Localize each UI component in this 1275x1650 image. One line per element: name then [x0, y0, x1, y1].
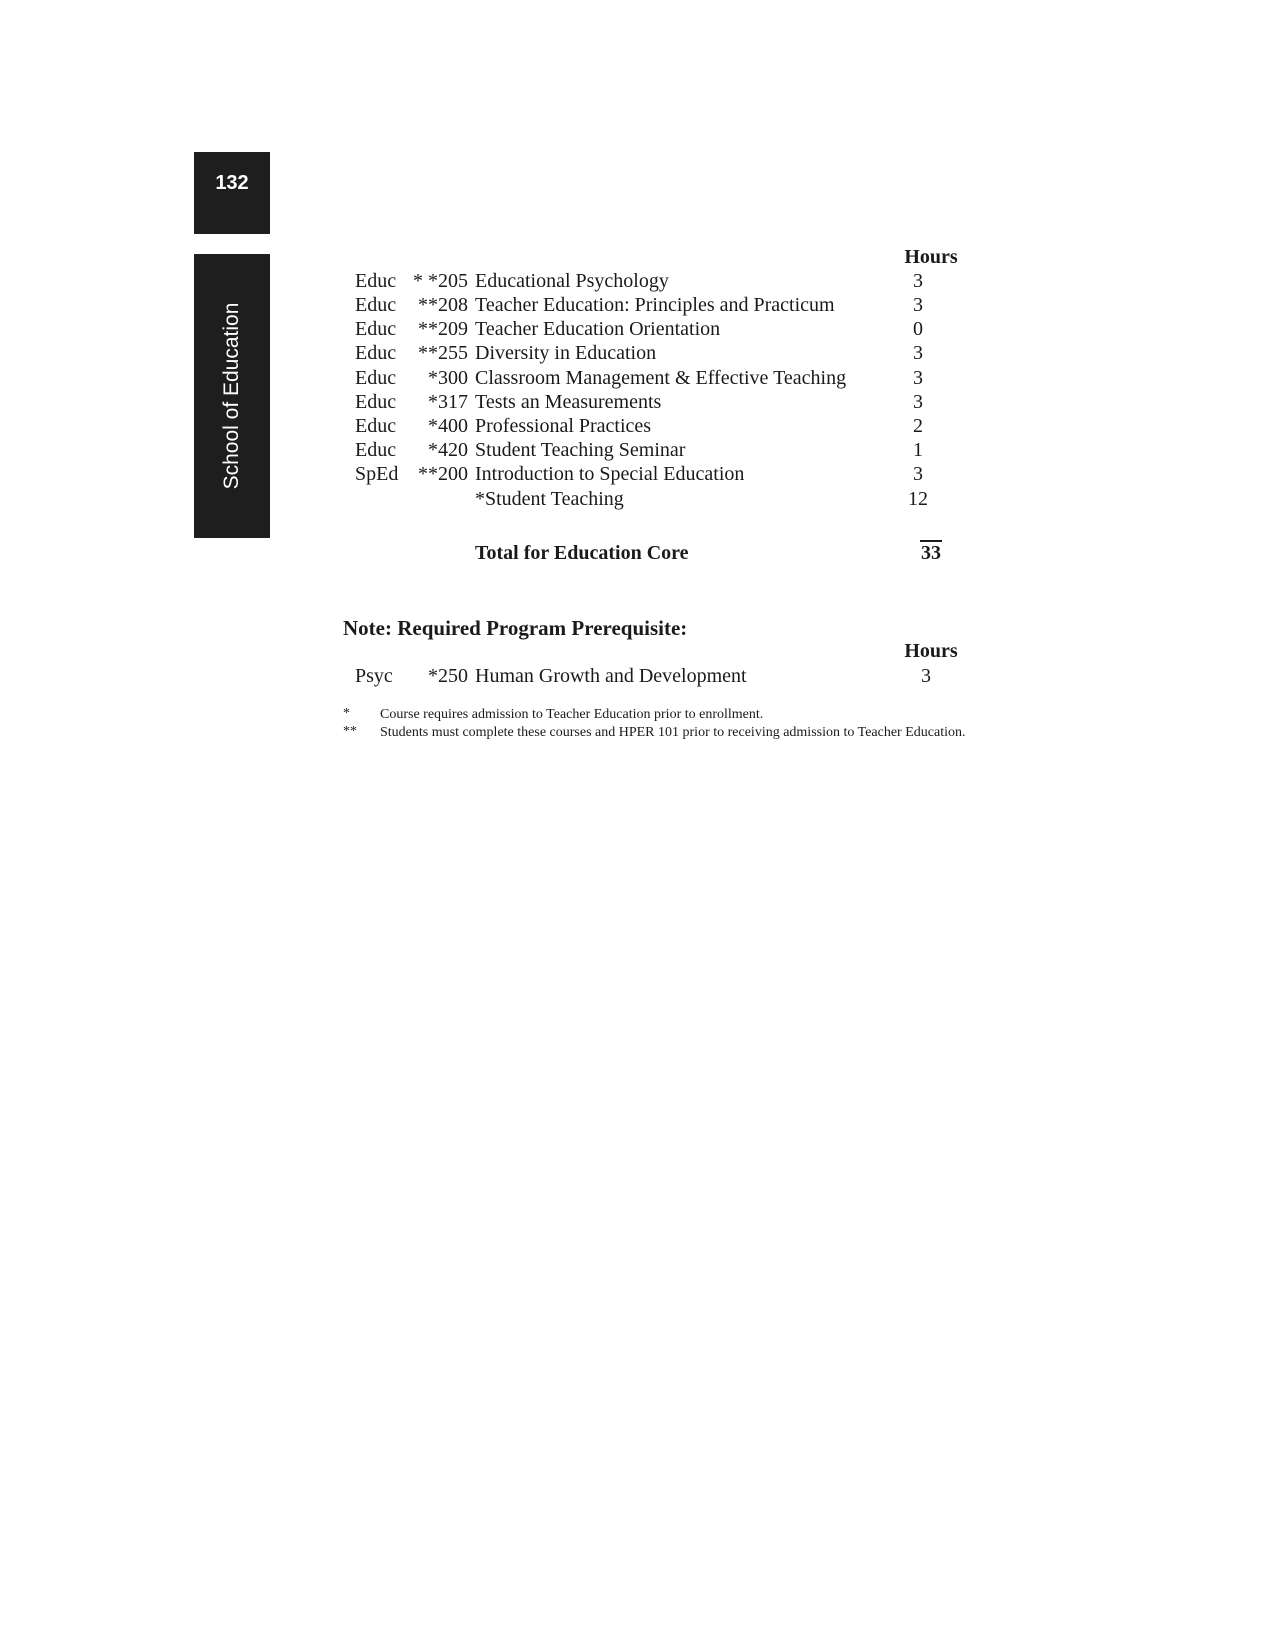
course-dept: Educ [355, 270, 397, 292]
course-title: Student Teaching Seminar [475, 439, 686, 461]
course-number: **208 [418, 294, 468, 316]
course-title: Educational Psychology [475, 270, 669, 292]
hours-column-header: Hours [904, 246, 958, 268]
course-row [0, 488, 1275, 512]
course-number: **255 [418, 342, 468, 364]
course-row [0, 342, 1275, 366]
course-row [0, 318, 1275, 342]
course-number: *420 [428, 439, 468, 461]
course-row [0, 367, 1275, 391]
course-title: Teacher Education: Principles and Practicum [475, 294, 835, 316]
course-hours: 12 [908, 488, 928, 510]
course-hours: 3 [913, 294, 923, 316]
section-title: School of Education [220, 302, 243, 490]
course-title: Diversity in Education [475, 342, 657, 364]
course-hours: 3 [913, 463, 923, 485]
page-number: 132 [215, 172, 249, 194]
footnote-mark: * [343, 706, 350, 721]
total-label: Total for Education Core [475, 542, 689, 564]
course-title: Tests an Measurements [475, 391, 662, 413]
footnote-text: Students must complete these courses and HPER 101 prior to receiving admission to Teacher Education. [380, 725, 966, 740]
course-dept: SpEd [355, 463, 399, 485]
course-hours: 3 [921, 665, 931, 687]
course-number: *250 [428, 665, 468, 687]
prerequisite-hours-header: Hours [904, 640, 958, 662]
course-hours: 3 [913, 391, 923, 413]
course-row [0, 270, 1275, 294]
course-title: Classroom Management & Effective Teaching [475, 367, 847, 389]
course-dept: Psyc [355, 665, 393, 687]
course-row [0, 463, 1275, 487]
course-hours: 3 [913, 270, 923, 292]
course-number: *317 [428, 391, 468, 413]
course-number: * *205 [413, 270, 468, 292]
course-title: *Student Teaching [475, 488, 624, 510]
course-hours: 0 [913, 318, 923, 340]
course-number: *300 [428, 367, 468, 389]
course-hours: 3 [913, 342, 923, 364]
course-dept: Educ [355, 439, 397, 461]
course-dept: Educ [355, 415, 397, 437]
course-title: Human Growth and Development [475, 665, 747, 687]
course-row [0, 391, 1275, 415]
total-hours: 33 [921, 542, 941, 564]
prerequisite-row [0, 665, 1275, 689]
course-dept: Educ [355, 294, 397, 316]
course-title: Teacher Education Orientation [475, 318, 721, 340]
course-title: Professional Practices [475, 415, 652, 437]
page-number-tab [194, 152, 270, 234]
course-number: **200 [418, 463, 468, 485]
footnote-mark: ** [343, 724, 357, 739]
course-dept: Educ [355, 342, 397, 364]
course-hours: 3 [913, 367, 923, 389]
prerequisite-heading: Note: Required Program Prerequisite: [343, 616, 688, 640]
course-hours: 2 [913, 415, 923, 437]
course-hours: 1 [913, 439, 923, 461]
course-number: **209 [418, 318, 468, 340]
course-dept: Educ [355, 391, 397, 413]
footnote-text: Course requires admission to Teacher Education prior to enrollment. [380, 707, 764, 722]
course-dept: Educ [355, 367, 397, 389]
course-row [0, 439, 1275, 463]
course-dept: Educ [355, 318, 397, 340]
course-row [0, 415, 1275, 439]
course-number: *400 [428, 415, 468, 437]
course-row [0, 294, 1275, 318]
course-title: Introduction to Special Education [475, 463, 745, 485]
